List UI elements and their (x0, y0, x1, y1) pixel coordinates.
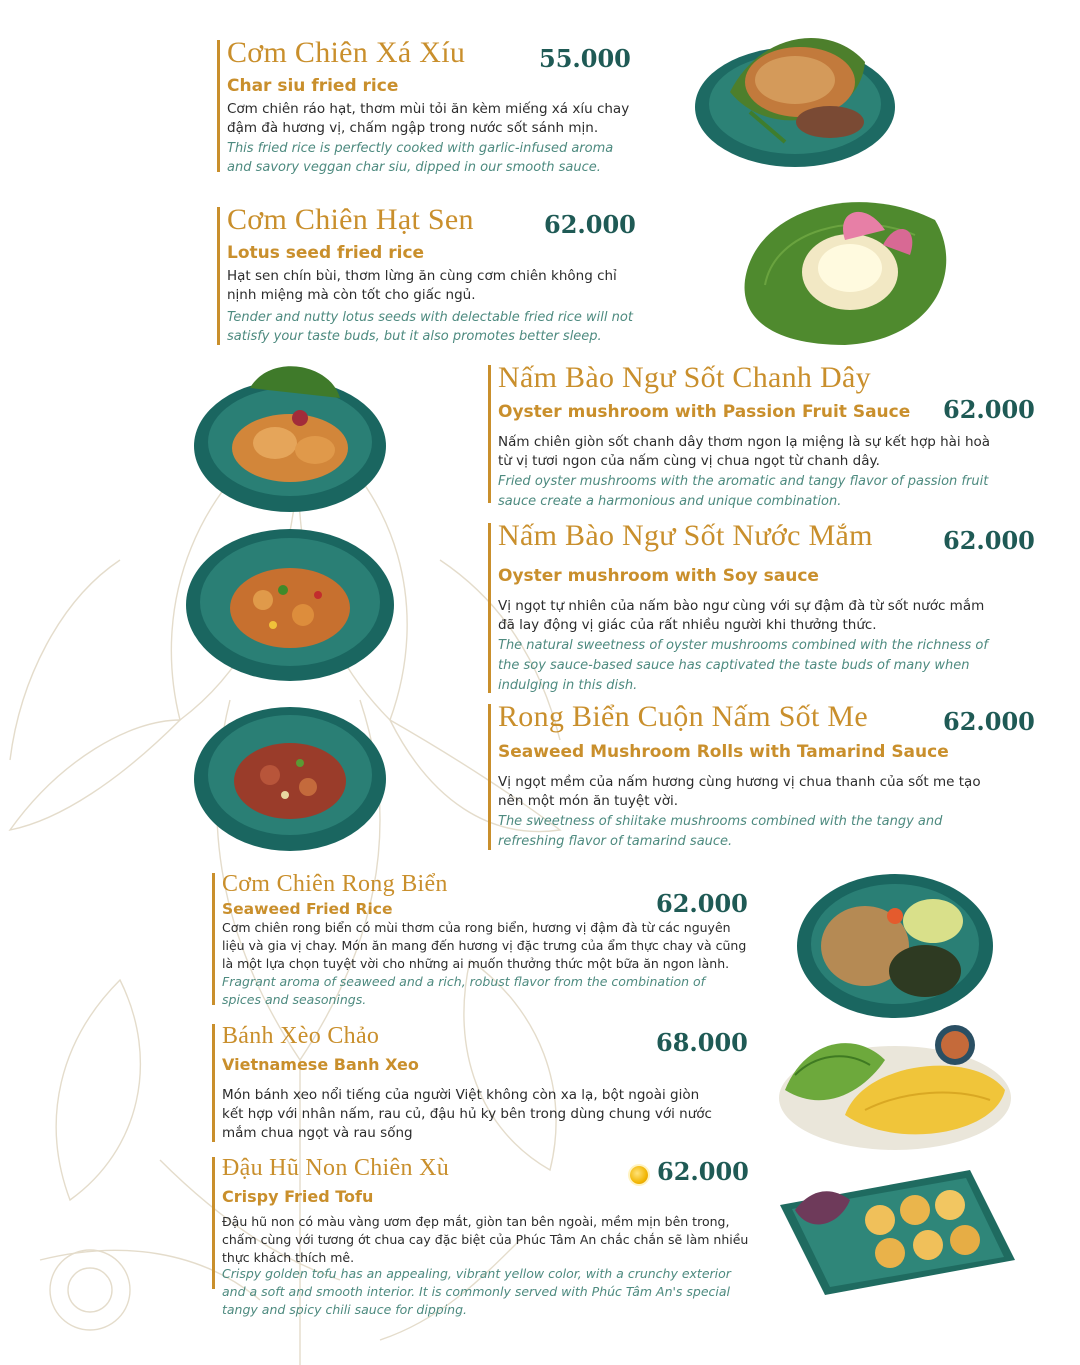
menu-item-banh-xeo (212, 1024, 752, 1149)
item-title: Nấm Bào Ngư Sốt Nước Mắm (498, 519, 873, 552)
item-title: Nấm Bào Ngư Sốt Chanh Dây (498, 361, 871, 394)
item-description-en: Fried oyster mushrooms with the aromatic and tangy flavor of passion fruit sauce create a harmonious and unique combination. (498, 474, 989, 509)
item-description-vi: Cơm chiên ráo hạt, thơm mùi tỏi ăn kèm miếng xá xíu chay đậm đà hương vị, chấm ngập trong nước sốt sánh mịn. (227, 101, 630, 136)
item-description-en: The natural sweetness of oyster mushrooms combined with the richness of the soy sauce-based sauce has captivated the taste buds of many when indulging in this dish. (498, 638, 988, 693)
item-price: 55.000 (539, 44, 631, 73)
item-subtitle: Lotus seed fried rice (227, 243, 425, 263)
menu-item-oyster-mushroom-soy (488, 519, 1048, 698)
crispy-tofu-tray-image (770, 1165, 1020, 1300)
oyster-mushroom-soy-bowl-image (183, 520, 398, 685)
item-title: Rong Biển Cuộn Nấm Sốt Me (498, 700, 869, 733)
menu-item-oyster-mushroom-passion-fruit (488, 361, 1048, 515)
item-subtitle: Vietnamese Banh Xeo (222, 1055, 419, 1074)
item-description-en: Tender and nutty lotus seeds with delectable fried rice will not satisfy your taste buds, but it also promotes better sleep. (227, 310, 633, 344)
item-description-vi: Nấm chiên giòn sốt chanh dây thơm ngon lạ miệng là sự kết hợp hài hoà từ vị tươi ngon của nấm cùng vị chua ngọt từ chanh dây. (498, 434, 991, 469)
item-price: 62.000 (943, 526, 1035, 555)
item-description-vi: Vị ngọt tự nhiên của nấm bào ngư cùng với sự đậm đà từ sốt nước mắm đã lay động vị giác của rất nhiều người khi thưởng thức. (498, 598, 985, 633)
item-description-vi: Cơm chiên rong biển có mùi thơm của rong biển, hương vị đậm đà từ các nguyên liệu và gia vị chay. Món ăn mang đến hương vị đặc trưng của ẩm thực chay và cũng là một lựa chọn tuyệt vời cho những ai muốn thưởng thức một bữa ăn ngon lành. (222, 920, 747, 971)
item-subtitle: Crispy Fried Tofu (222, 1187, 374, 1206)
item-description-en: Fragrant aroma of seaweed and a rich, robust flavor from the combination of spices and seasonings. (222, 974, 706, 1007)
item-price: 62.000 (943, 707, 1035, 736)
item-description-vi: Món bánh xeo nổi tiếng của người Việt không còn xa lạ, bột ngoài giòn kết hợp với nhân nấm, rau củ, đậu hủ ky bên trong dùng chung với nước mắm chua ngọt và rau sống (222, 1087, 712, 1141)
banh-xeo-plate-image (775, 1020, 1015, 1155)
gold-coin-icon (630, 1166, 648, 1184)
item-subtitle: Seaweed Fried Rice (222, 900, 393, 918)
menu-item-crispy-fried-tofu (212, 1155, 752, 1317)
item-price: 68.000 (656, 1028, 748, 1057)
seaweed-rolls-tamarind-bowl-image (190, 695, 390, 855)
item-description-en: The sweetness of shiitake mushrooms combined with the tangy and refreshing flavor of tamarind sauce. (498, 814, 943, 849)
item-subtitle: Char siu fried rice (227, 76, 399, 96)
menu-item-seaweed-fried-rice (212, 873, 752, 1013)
item-description-vi: Đậu hũ non có màu vàng ươm đẹp mắt, giòn tan bên ngoài, mềm mịn bên trong, chấm cùng với tương ớt chua cay đặc biệt của Phúc Tâm An chắc chắn sẽ làm nhiều thực khách thích mê. (222, 1214, 749, 1265)
menu-item-char-siu-fried-rice (217, 36, 647, 180)
item-title: Bánh Xèo Chảo (222, 1023, 380, 1049)
item-title: Cơm Chiên Xá Xíu (227, 36, 466, 69)
menu-item-seaweed-mushroom-rolls (488, 700, 1048, 854)
item-price: 62.000 (656, 889, 748, 918)
item-description-en: This fried rice is perfectly cooked with garlic-infused aroma and savory veggan char siu, dipped in our smooth sauce. (227, 141, 614, 175)
item-title: Cơm Chiên Hạt Sen (227, 203, 474, 236)
item-description-vi: Hạt sen chín bùi, thơm lừng ăn cùng cơm chiên không chỉ nịnh miệng mà còn tốt cho giấc ngủ. (227, 268, 617, 303)
item-subtitle: Oyster mushroom with Soy sauce (498, 566, 819, 586)
item-subtitle: Seaweed Mushroom Rolls with Tamarind Sauce (498, 742, 949, 762)
item-description-vi: Vị ngọt mềm của nấm hương cùng hương vị chua thanh của sốt me tạo nên một món ăn tuyệt vời. (498, 774, 981, 809)
item-title: Đậu Hũ Non Chiên Xù (222, 1155, 450, 1181)
item-description-en: Crispy golden tofu has an appealing, vibrant yellow color, with a crunchy exterior and a soft and smooth interior. It is commonly served with Phúc Tâm An's special tangy and spicy chili sauce for dipping. (222, 1266, 731, 1317)
item-price: 62.000 (657, 1157, 749, 1186)
item-subtitle: Oyster mushroom with Passion Fruit Sauce (498, 402, 911, 422)
oyster-mushroom-passion-fruit-bowl-image (190, 358, 390, 518)
lotus-seed-fried-rice-leaf-image (735, 190, 960, 350)
seaweed-fried-rice-bowl-image (795, 866, 995, 1021)
menu-item-lotus-seed-fried-rice (217, 203, 647, 347)
item-price: 62.000 (544, 210, 636, 239)
char-siu-fried-rice-plate-image (690, 12, 900, 172)
item-price: 62.000 (943, 395, 1035, 424)
item-title: Cơm Chiên Rong Biển (222, 871, 448, 897)
